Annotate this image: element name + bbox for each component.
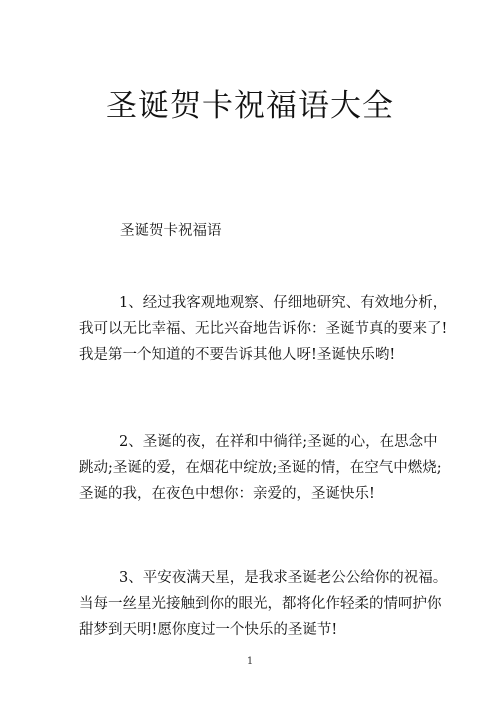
section-subtitle: 圣诞贺卡祝福语 [120, 223, 222, 239]
paragraph-line: 甜梦到天明!愿你度过一个快乐的圣诞节! [79, 622, 338, 638]
paragraph-line: 我是第一个知道的不要告诉其他人呀!圣诞快乐哟! [79, 347, 396, 363]
paragraph-line: 当每一丝星光接触到你的眼光，都将化作轻柔的情呵护你 [79, 596, 442, 612]
greeting-paragraph-3 [79, 565, 448, 643]
greeting-paragraph-2 [79, 429, 442, 507]
page-number: 1 [246, 656, 254, 667]
document-title: 圣诞贺卡祝福语大全 [106, 88, 394, 124]
paragraph-line: 3、平安夜满天星，是我求圣诞老公公给你的祝福。 [119, 570, 448, 586]
paragraph-line: 我可以无比幸福、无比兴奋地告诉你：圣诞节真的要来了! [79, 321, 448, 337]
paragraph-line: 2、圣诞的夜，在祥和中徜徉;圣诞的心，在思念中 [119, 434, 438, 450]
greeting-paragraph-1 [79, 290, 448, 368]
paragraph-line: 圣诞的我，在夜色中想你：亲爱的，圣诞快乐! [79, 486, 375, 502]
paragraph-line: 1、经过我客观地观察、仔细地研究、有效地分析， [119, 295, 448, 311]
paragraph-line: 跳动;圣诞的爱，在烟花中绽放;圣诞的情，在空气中燃烧; [79, 460, 442, 476]
